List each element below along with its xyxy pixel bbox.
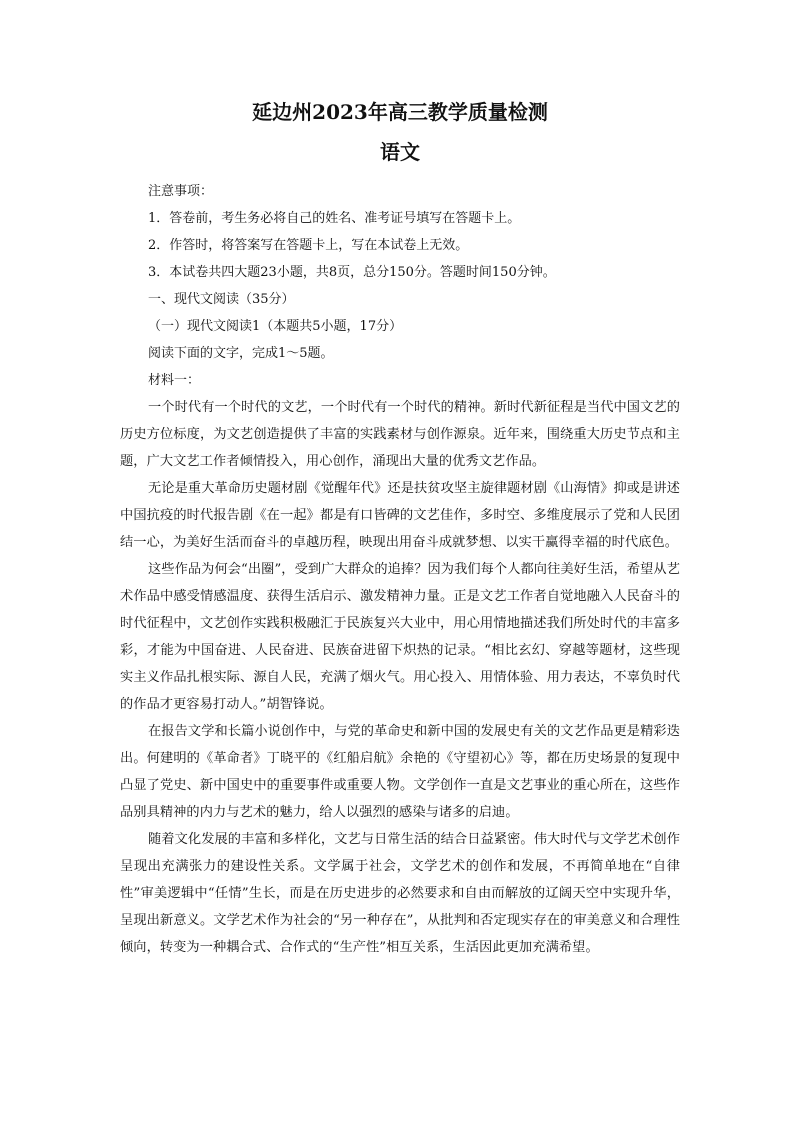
notes-heading: 注意事项： xyxy=(148,184,214,199)
section-heading: 一、现代文阅读（35分） xyxy=(148,292,295,307)
reading-instruction: 阅读下面的文字，完成1～5题。 xyxy=(148,346,334,361)
body-paragraph: 在报告文学和长篇小说创作中，与党的革命史和新中国的发展史有关的文艺作品更是精彩迭出。何建明的《革命者》丁晓平的《红船启航》余艳的《守望初心》等，都在历史场景的复现中凸显了党史、新中国史中的重要事件或重要人物。文学创作一直是文艺事业的重心所在，这些作品别具精神的内力与艺术的魅力，给人以强烈的感染与诸多的启迪。 xyxy=(120,724,680,820)
page-content xyxy=(120,92,680,961)
note-item: 3．本试卷共四大题23小题，共8页，总分150分。答题时间150分钟。 xyxy=(148,265,556,280)
material-label: 材料一： xyxy=(148,373,201,388)
body-paragraph: 一个时代有一个时代的文艺，一个时代有一个时代的精神。新时代新征程是当代中国文艺的历史方位标度，为文艺创造提供了丰富的实践素材与创作源泉。近年来，围绕重大历史节点和主题，广大文艺工作者倾情投入，用心创作，涌现出大量的优秀文艺作品。 xyxy=(120,400,680,469)
body-paragraph: 随着文化发展的丰富和多样化，文艺与日常生活的结合日益紧密。伟大时代与文学艺术创作呈现出充满张力的建设性关系。文学属于社会，文学艺术的创作和发展，不再简单地在“自律性”审美逻辑中“任情”生长，而是在历史进步的必然要求和自由而解放的辽阔天空中实现升华，呈现出新意义。文学艺术作为社会的“另一种存在”，从批判和否定现实存在的审美意义和合理性倾向，转变为一种耦合式、合作式的“生产性”相互关系，生活因此更加充满希望。 xyxy=(120,832,680,955)
body-paragraph: 这些作品为何会“出圈”，受到广大群众的追捧？因为我们每个人都向往美好生活，希望从艺术作品中感受情感温度、获得生活启示、激发精神力量。正是文艺工作者自觉地融入人民奋斗的时代征程中，文艺创作实践积极融汇于民族复兴大业中，用心用情地描述我们所处时代的丰富多彩，才能为中国奋进、人民奋进、民族奋进留下炽热的记录。“相比玄幻、穿越等题材，这些现实主义作品扎根实际、源自人民，充满了烟火气。用心投入、用情体验、用力表达，不辜负时代的作品才更容易打动人。”胡智锋说。 xyxy=(120,562,680,712)
subject-title: 语文 xyxy=(380,140,420,164)
exam-title: 延边州2023年高三教学质量检测 xyxy=(252,100,548,124)
body-paragraph: 无论是重大革命历史题材剧《觉醒年代》还是扶贫攻坚主旋律题材剧《山海情》抑或是讲述中国抗疫的时代报告剧《在一起》都是有口皆碑的文艺佳作，多时空、多维度展示了党和人民团结一心，为美好生活而奋斗的卓越历程，映现出用奋斗成就梦想、以实干赢得幸福的时代底色。 xyxy=(120,481,680,550)
note-item: 1．答卷前，考生务必将自己的姓名、准考证号填写在答题卡上。 xyxy=(148,211,521,226)
section-subheading: （一）现代文阅读1（本题共5小题，17分） xyxy=(148,319,403,334)
note-item: 2．作答时，将答案写在答题卡上，写在本试卷上无效。 xyxy=(148,238,469,253)
